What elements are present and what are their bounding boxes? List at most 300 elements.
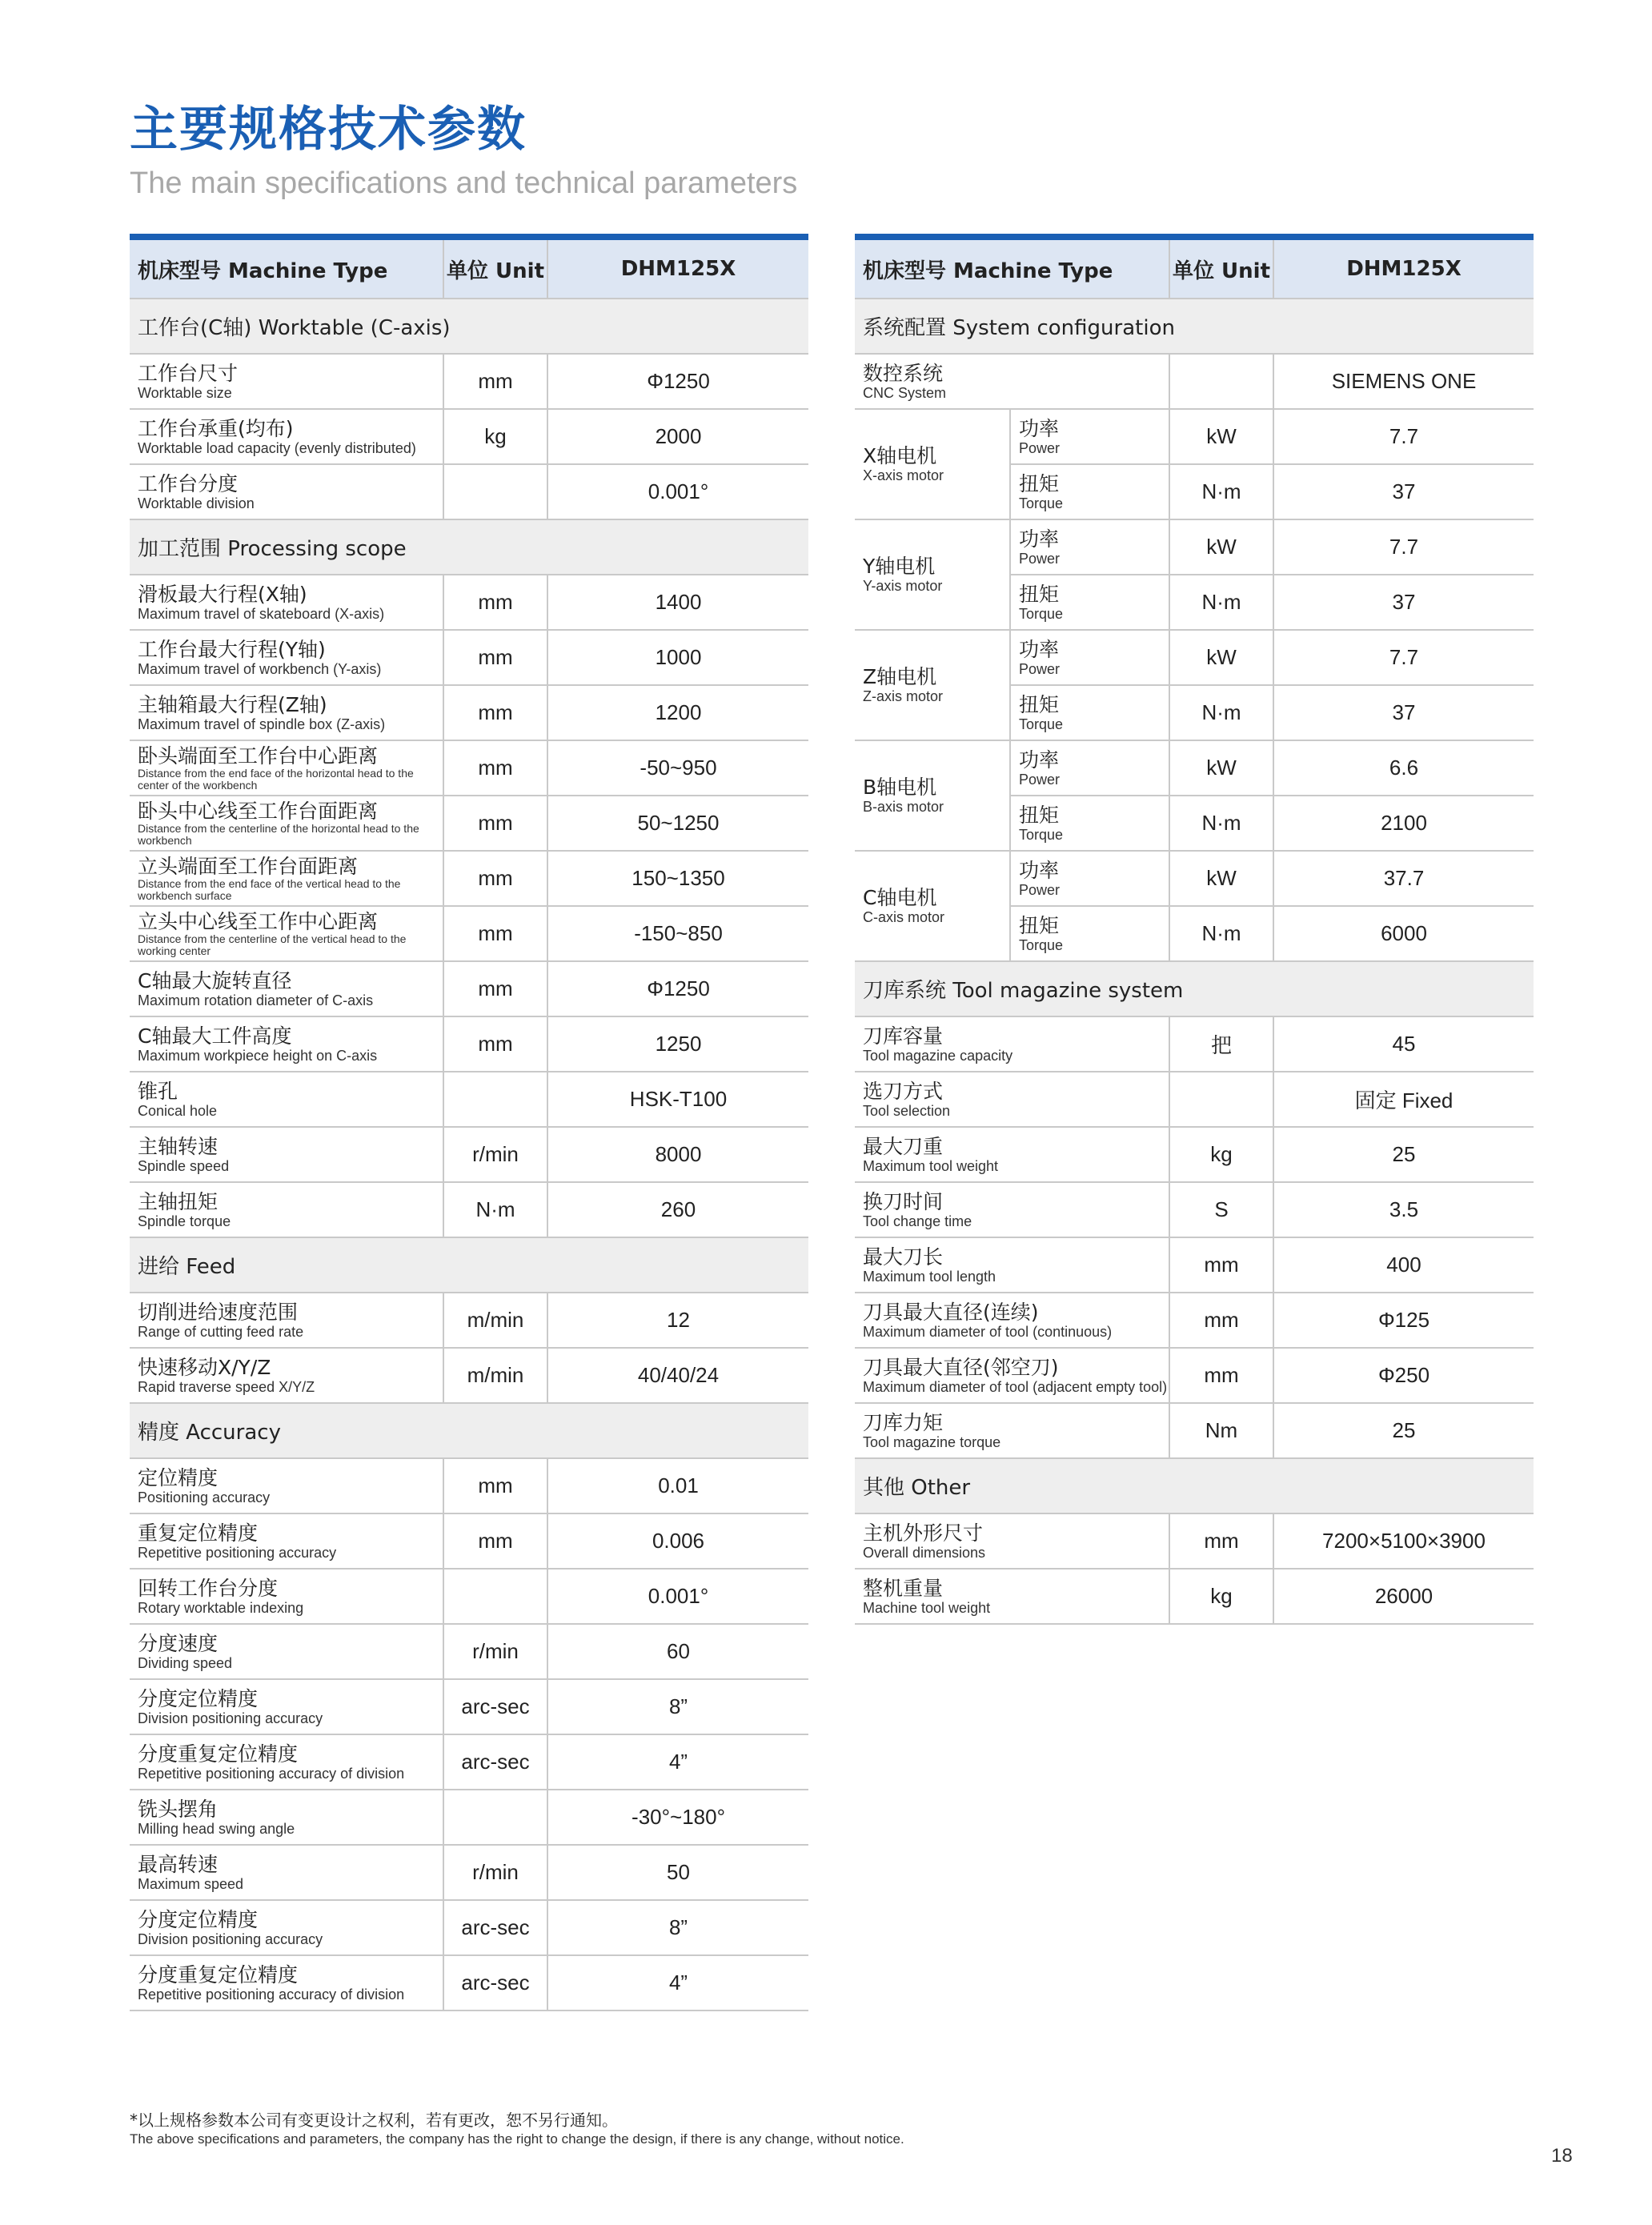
param-name-cn: 回转工作台分度 [138,1576,279,1600]
torque-label [1011,804,1169,843]
unit-cell: kW [1169,409,1273,464]
unit-cell: arc-sec [443,1734,547,1790]
unit-cell [443,1072,547,1127]
param-name-cn: 工作台分度 [138,471,239,495]
power-label-cell [1010,630,1169,685]
page-subtitle: The main specifications and technical parameters [130,166,798,200]
motor-power-row [855,851,1534,906]
param-name-en: Maximum workpiece height on C-axis [138,1047,378,1064]
table-row [130,851,808,906]
motor-name-en: X-axis motor [863,467,944,483]
torque-label-en: Torque [1019,495,1064,511]
param-name-cell [130,906,443,961]
table-row [130,906,808,961]
param-name [130,911,443,957]
table-row [855,1403,1534,1458]
param-name-en: Rapid traverse speed X/Y/Z [138,1378,315,1395]
value-cell: 60 [547,1624,808,1679]
param-name-en: Maximum diameter of tool (adjacent empty tool) [863,1378,1168,1395]
unit-cell [1169,1072,1273,1127]
param-name-cn: 最大刀长 [863,1245,944,1269]
param-name-cn: 重复定位精度 [138,1521,259,1545]
power-label [1011,528,1169,567]
table-row [130,740,808,796]
param-name-cell [855,1127,1169,1182]
param-name-en: Machine tool weight [863,1599,991,1616]
param-name-en: Division positioning accuracy [138,1930,323,1947]
section-title [130,1403,808,1458]
value-cell: Φ1250 [547,961,808,1016]
unit-cell: kW [1169,740,1273,796]
unit-cell: m/min [443,1348,547,1403]
value-cell: 7200×5100×3900 [1273,1513,1534,1569]
param-name [855,1246,1169,1285]
param-name-cn: 刀具最大直径(连续) [863,1300,1039,1324]
param-name-cell [855,1016,1169,1072]
param-name-cn: 整机重量 [863,1576,944,1600]
torque-label-en: Torque [1019,605,1064,622]
unit-cell: mm [443,685,547,740]
param-name-en: Spindle speed [138,1157,230,1174]
param-name-cn: 最高转速 [138,1852,219,1876]
param-name [130,1743,443,1782]
torque-label-cell [1010,906,1169,961]
param-name-cn: 卧头中心线至工作台面距离 [138,799,379,823]
footnote [130,2110,904,2148]
param-name [855,363,1169,401]
param-name [130,745,443,792]
section-row [130,1403,808,1458]
param-name-cn: 主轴箱最大行程(Z轴) [138,692,327,716]
motor-name [855,776,1009,815]
unit-cell: m/min [443,1293,547,1348]
section-label: 刀库系统 Tool magazine system [863,979,1184,1003]
motor-name [855,555,1009,594]
param-name-cell [130,1513,443,1569]
value-cell: 40/40/24 [547,1348,808,1403]
table-row [130,630,808,685]
section-title [130,519,808,575]
unit-cell: N·m [1169,575,1273,630]
param-name [130,583,443,622]
param-name-en: Spindle torque [138,1213,231,1229]
unit-cell: mm [443,630,547,685]
value-cell: 37 [1273,685,1534,740]
value-cell: 6000 [1273,906,1534,961]
section-title [855,1458,1534,1513]
motor-name-cn: X轴电机 [863,444,937,467]
value-cell: 0.006 [547,1513,808,1569]
param-name-cell [130,1016,443,1072]
table-row [130,1458,808,1513]
motor-name-en: C-axis motor [863,909,945,925]
param-name-en: Worktable load capacity (evenly distributed) [138,439,416,456]
power-label-en: Power [1019,660,1061,677]
param-name-cn: 刀库力矩 [863,1410,944,1434]
table-row [855,1569,1534,1624]
param-name-cn: 刀库容量 [863,1024,944,1048]
param-name-en: Maximum travel of skateboard (X-axis) [138,605,385,622]
value-cell: 260 [547,1182,808,1237]
table-row [130,1734,808,1790]
unit-cell: mm [1169,1293,1273,1348]
header-model: DHM125X [547,240,808,299]
param-name-cn: 分度定位精度 [138,1907,259,1931]
param-name-cn: 立头端面至工作台面距离 [138,854,359,878]
unit-cell: mm [443,575,547,630]
unit-cell: kg [1169,1569,1273,1624]
value-cell: 400 [1273,1237,1534,1293]
unit-cell: kW [1169,630,1273,685]
torque-label [1011,915,1169,953]
value-cell: 4” [547,1734,808,1790]
value-cell: 8” [547,1900,808,1955]
param-name-cell [855,1237,1169,1293]
value-cell: 4” [547,1955,808,2011]
power-label-cn: 功率 [1019,637,1060,661]
unit-cell: arc-sec [443,1955,547,2011]
param-name-cn: 分度定位精度 [138,1686,259,1710]
param-name-cn: 锥孔 [138,1079,178,1103]
param-name-en: Maximum travel of spindle box (Z-axis) [138,716,386,732]
value-cell: 7.7 [1273,630,1534,685]
value-cell: 12 [547,1293,808,1348]
param-name-cell [130,1072,443,1127]
unit-cell: r/min [443,1845,547,1900]
value-cell: Φ250 [1273,1348,1534,1403]
param-name-cn: 主轴转速 [138,1134,219,1158]
param-name-cn: 选刀方式 [863,1079,944,1103]
table-row [130,1845,808,1900]
torque-label-cn: 扭矩 [1019,692,1060,716]
section-row [855,1458,1534,1513]
page-number: 18 [1551,2145,1573,2167]
motor-name-cn: C轴电机 [863,886,937,909]
unit-cell: mm [1169,1237,1273,1293]
param-name [130,1688,443,1726]
torque-label-cell [1010,464,1169,519]
value-cell: HSK-T100 [547,1072,808,1127]
header-machine-type: 机床型号 Machine Type [130,240,443,299]
param-name [855,1578,1169,1616]
param-name-cell [855,1403,1169,1458]
value-cell: 1000 [547,630,808,685]
param-name [130,1191,443,1229]
param-name-en: CNC System [863,384,947,401]
param-name-cell [855,1072,1169,1127]
table-row [855,1182,1534,1237]
table-row [130,409,808,464]
header-model: DHM125X [1273,240,1534,299]
motor-power-row [855,630,1534,685]
unit-cell [443,1790,547,1845]
motor-name-en: Z-axis motor [863,688,944,704]
value-cell: 7.7 [1273,519,1534,575]
param-name [130,473,443,511]
param-name-en: Positioning accuracy [138,1489,271,1505]
torque-label [1011,473,1169,511]
param-name-en: Maximum tool weight [863,1157,999,1174]
unit-cell: r/min [443,1127,547,1182]
param-name [130,970,443,1008]
param-name-cn: 铣头摆角 [138,1797,219,1821]
param-name-cell [130,1955,443,2011]
param-name-en: Maximum speed [138,1875,244,1892]
param-name-en: Worktable size [138,384,232,401]
unit-cell: mm [1169,1348,1273,1403]
section-row [130,1237,808,1293]
value-cell: 50~1250 [547,796,808,851]
power-label-en: Power [1019,550,1061,567]
param-name [130,1357,443,1395]
param-name-en: Milling head swing angle [138,1820,295,1837]
param-name [855,1357,1169,1395]
table-row [130,961,808,1016]
value-cell: 26000 [1273,1569,1534,1624]
power-label-en: Power [1019,439,1061,456]
param-name-en: Distance from the end face of the horizontal head to the center of the workbench [138,766,414,792]
param-name-cn: 主机外形尺寸 [863,1521,984,1545]
torque-label-cn: 扭矩 [1019,582,1060,606]
torque-label-cn: 扭矩 [1019,913,1060,937]
value-cell: 2100 [1273,796,1534,851]
unit-cell: N·m [1169,796,1273,851]
power-label-cell [1010,519,1169,575]
motor-name-cell [855,519,1010,630]
value-cell: 8” [547,1679,808,1734]
section-title [130,1237,808,1293]
param-name-cell [130,1845,443,1900]
section-row [130,299,808,354]
value-cell: -150~850 [547,906,808,961]
param-name-cn: 滑板最大行程(X轴) [138,582,307,606]
param-name-en: Range of cutting feed rate [138,1323,304,1340]
value-cell: 50 [547,1845,808,1900]
param-name-cell [130,1734,443,1790]
torque-label-cell [1010,575,1169,630]
motor-name-cn: B轴电机 [863,776,937,799]
torque-label-cell [1010,685,1169,740]
torque-label-cn: 扭矩 [1019,471,1060,495]
unit-cell: mm [443,851,547,906]
param-name-cn: 立头中心线至工作中心距离 [138,909,379,933]
param-name [855,1301,1169,1340]
unit-cell [443,1569,547,1624]
unit-cell: N·m [443,1182,547,1237]
value-cell: -50~950 [547,740,808,796]
table-row [130,1624,808,1679]
motor-name [855,445,1009,483]
param-name-en: Distance from the centerline of the vertical head to the working center [138,932,407,957]
section-title [855,961,1534,1016]
param-name-en: Dividing speed [138,1654,233,1671]
param-name [130,1854,443,1892]
power-label-cn: 功率 [1019,748,1060,772]
unit-cell: mm [443,740,547,796]
unit-cell: arc-sec [443,1679,547,1734]
torque-label [1011,694,1169,732]
motor-name-en: Y-axis motor [863,578,943,594]
table-row [130,1955,808,2011]
param-name-cell [130,1790,443,1845]
param-name-en: Tool selection [863,1102,951,1119]
param-name [130,1964,443,2002]
param-name-en: Repetitive positioning accuracy of division [138,1986,405,2002]
param-name [130,363,443,401]
unit-cell: kW [1169,851,1273,906]
unit-cell: kW [1169,519,1273,575]
param-name-cn: 分度重复定位精度 [138,1742,299,1766]
value-cell: 37.7 [1273,851,1534,906]
motor-power-row [855,409,1534,464]
value-cell: 3.5 [1273,1182,1534,1237]
param-name [855,1080,1169,1119]
table-row [130,575,808,630]
value-cell: 25 [1273,1403,1534,1458]
table-row [855,1513,1534,1569]
torque-label-cn: 扭矩 [1019,803,1060,827]
power-label-cell [1010,740,1169,796]
param-name-cell [130,1624,443,1679]
power-label-cn: 功率 [1019,858,1060,882]
param-name-cell [855,1513,1169,1569]
table-row [130,1182,808,1237]
param-name-cell [130,464,443,519]
param-name-cn: 刀具最大直径(邻空刀) [863,1355,1059,1379]
param-name-cn: 切削进给速度范围 [138,1300,299,1324]
power-label [1011,860,1169,898]
value-cell: 7.7 [1273,409,1534,464]
param-name-en: Overall dimensions [863,1544,986,1561]
param-name-en: Maximum travel of workbench (Y-axis) [138,660,382,677]
param-name [130,1909,443,1947]
value-cell: 2000 [547,409,808,464]
value-cell: 1400 [547,575,808,630]
param-name-cn: C轴最大工件高度 [138,1024,292,1048]
param-name [130,1080,443,1119]
unit-cell: N·m [1169,906,1273,961]
param-name [130,1633,443,1671]
table-row [855,1348,1534,1403]
section-row [855,961,1534,1016]
torque-label-cell [1010,796,1169,851]
section-title [130,299,808,354]
unit-cell [1169,354,1273,409]
param-name-en: Tool change time [863,1213,972,1229]
value-cell: 1250 [547,1016,808,1072]
param-name-cn: C轴最大旋转直径 [138,968,292,992]
param-name-cell [130,740,443,796]
table-row [855,1293,1534,1348]
param-name-cell [130,630,443,685]
table-row [130,1679,808,1734]
param-name-en: Maximum tool length [863,1268,996,1285]
param-name-cell [130,409,443,464]
value-cell: 45 [1273,1016,1534,1072]
value-cell: 150~1350 [547,851,808,906]
param-name-en: Maximum diameter of tool (continuous) [863,1323,1113,1340]
motor-name [855,666,1009,704]
table-row [130,464,808,519]
param-name-cell [130,1348,443,1403]
unit-cell: arc-sec [443,1900,547,1955]
torque-label [1011,583,1169,622]
power-label [1011,639,1169,677]
footnote-en: The above specifications and parameters, the company has the right to change the design, if there is any change, without notice. [130,2131,904,2147]
table-row [130,1127,808,1182]
motor-name-cell [855,740,1010,851]
param-name [130,694,443,732]
param-name-en: Conical hole [138,1102,218,1119]
value-cell: 0.01 [547,1458,808,1513]
page-title: 主要规格技术参数 [130,102,527,158]
unit-cell: S [1169,1182,1273,1237]
param-name-en: Tool magazine capacity [863,1047,1013,1064]
value-cell: 37 [1273,464,1534,519]
param-name [130,639,443,677]
section-title [855,299,1534,354]
param-name [130,1025,443,1064]
motor-power-row [855,519,1534,575]
param-name-cell [130,851,443,906]
param-name-en: Distance from the centerline of the horizontal head to the workbench [138,821,419,847]
value-cell: 固定 Fixed [1273,1072,1534,1127]
param-name-cell [130,961,443,1016]
param-name-cell [855,1569,1169,1624]
table-row [130,1293,808,1348]
param-name-cell [130,1458,443,1513]
motor-name [855,887,1009,925]
unit-cell: N·m [1169,464,1273,519]
param-name-en: Division positioning accuracy [138,1710,323,1726]
param-name [130,1136,443,1174]
unit-cell: Nm [1169,1403,1273,1458]
param-name [855,1412,1169,1450]
spec-table-right [855,234,1534,1625]
param-name-cell [130,354,443,409]
value-cell: 0.001° [547,1569,808,1624]
param-name-cell [130,1679,443,1734]
param-name-cell [130,796,443,851]
section-label: 精度 Accuracy [138,1421,281,1445]
unit-cell: mm [1169,1513,1273,1569]
param-name-cell [130,1569,443,1624]
param-name [130,800,443,847]
table-header [855,240,1534,299]
param-name-cn: 定位精度 [138,1465,219,1489]
table-row [130,1072,808,1127]
param-name-en: Repetitive positioning accuracy of division [138,1765,405,1782]
motor-name-cell [855,630,1010,740]
unit-cell: N·m [1169,685,1273,740]
section-row [855,299,1534,354]
param-name [130,1467,443,1505]
header-unit: 单位 Unit [1169,240,1273,299]
param-name-cn: 工作台尺寸 [138,361,239,385]
param-name-en: Distance from the end face of the vertical head to the workbench surface [138,876,401,902]
table-row [130,796,808,851]
param-name-en: Maximum rotation diameter of C-axis [138,992,374,1008]
power-label [1011,749,1169,788]
param-name-cell [130,685,443,740]
section-label: 加工范围 Processing scope [138,537,407,561]
param-name [855,1191,1169,1229]
param-name [855,1522,1169,1561]
param-name-cell [130,575,443,630]
table-row [130,1016,808,1072]
param-name [130,1798,443,1837]
value-cell: 0.001° [547,464,808,519]
